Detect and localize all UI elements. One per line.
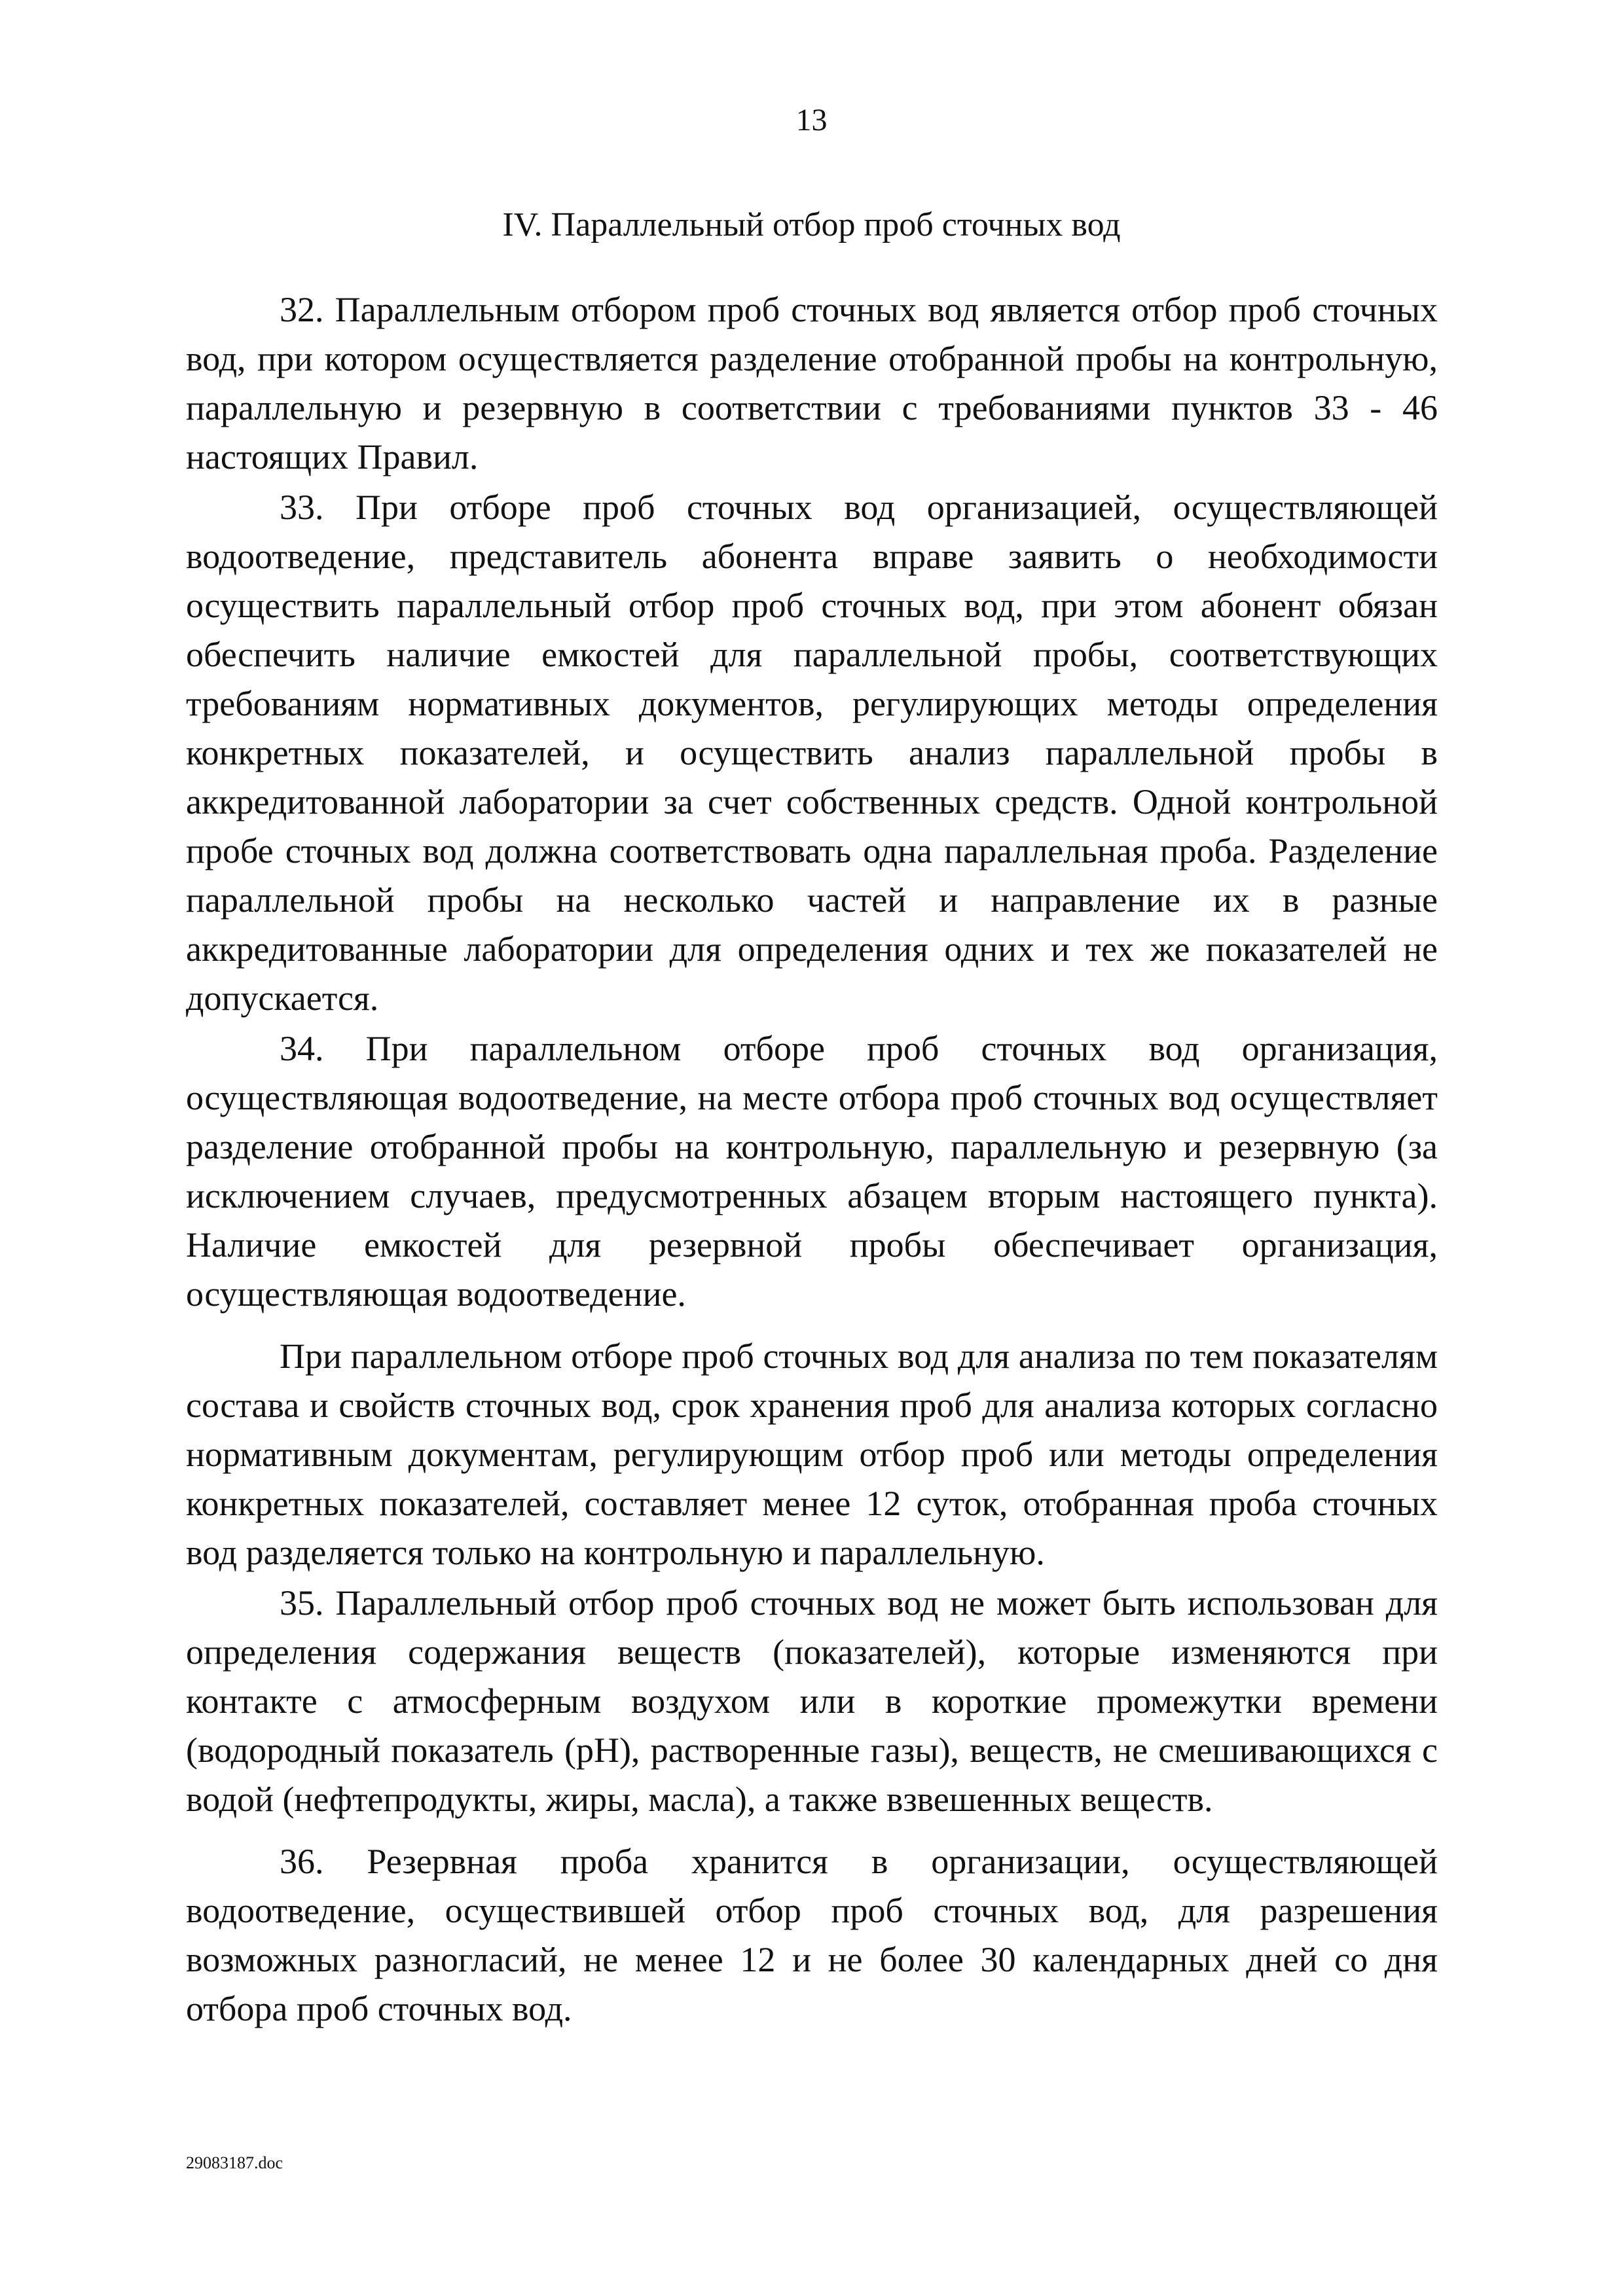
paragraph-34: 34. При параллельном отборе проб сточных вод организация, осуществляющая водоотведение, на месте отбора проб сточных вод осуществляет разделение отобранной пробы на контрольную, параллельную и резервную (за исключением случаев, предусмотренных абзацем вторым настоящего пункта). Наличие емкостей для резервной пробы обеспечивает организация, осуществляющая водоотведение. [186,1029,1438,1314]
paragraph-36: 36. Резервная проба хранится в организации, осуществляющей водоотведение, осуществившей отбор проб сточных вод, для разрешения возможных разногласий, не менее 12 и не более 30 календарных дней со дня отбора проб сточных вод. [186,1842,1438,2028]
paragraph-35: 35. Параллельный отбор проб сточных вод не может быть использован для определения содержания веществ (показателей), которые изменяются при контакте с атмосферным воздухом или в короткие промежутки времени (водородный показатель (pH), растворенные газы), веществ, не смешивающихся с водой (нефтепродукты, жиры, масла), а также взвешенных веществ. [186,1583,1438,1819]
paragraph-34-second: При параллельном отборе проб сточных вод для анализа по тем показателям состава и свойств сточных вод, срок хранения проб для анализа которых согласно нормативным документам, регулирующим отбор проб или методы определения конкретных показателей, составляет менее 12 суток, отобранная проба сточных вод разделяется только на контрольную и параллельную. [186,1336,1438,1572]
document-body [186,285,1438,2034]
section-title: IV. Параллельный отбор проб сточных вод [502,206,1121,243]
paragraph-32: 32. Параллельным отбором проб сточных вод является отбор проб сточных вод, при котором осуществляется разделение отобранной пробы на контрольную, параллельную и резервную в соответствии с требованиями пунктов 33 - 46 настоящих Правил. [186,290,1438,476]
page-number: 13 [795,103,828,137]
paragraph-33: 33. При отборе проб сточных вод организацией, осуществляющей водоотведение, представитель абонента вправе заявить о необходимости осуществить параллельный отбор проб сточных вод, при этом абонент обязан обеспечить наличие емкостей для параллельной пробы, соответствующих требованиям нормативных документов, регулирующих методы определения конкретных показателей, и осуществить анализ параллельной пробы в аккредитованной лаборатории за счет собственных средств. Одной контрольной пробе сточных вод должна соответствовать одна параллельная проба. Разделение параллельной пробы на несколько частей и направление их в разные аккредитованные лаборатории для определения одних и тех же показателей не допускается. [186,488,1438,1018]
footer-filename: 29083187.doc [186,2153,283,2172]
